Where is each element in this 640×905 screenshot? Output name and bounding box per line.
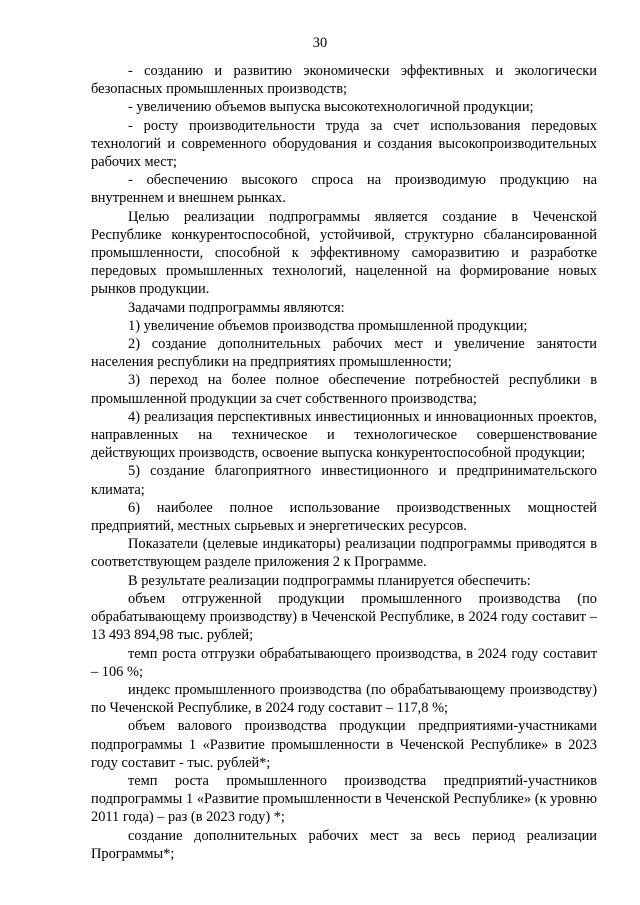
paragraph: Показатели (целевые индикаторы) реализации подпрограммы приводятся в соответствующем разделе приложения 2 к Программе. xyxy=(91,536,597,571)
paragraph: - обеспечению высокого спроса на производимую продукцию на внутреннем и внешнем рынках. xyxy=(91,172,597,207)
body-text xyxy=(91,62,597,863)
page-number: 30 xyxy=(312,35,328,51)
paragraph: объем валового производства продукции предприятиями-участниками подпрограммы 1 «Развитие промышленности в Чеченской Республике» в 2023 году составит - тыс. рублей*; xyxy=(91,718,597,771)
paragraph: создание дополнительных рабочих мест за весь период реализации Программы*; xyxy=(91,827,597,862)
paragraph: темп роста отгрузки обрабатывающего производства, в 2024 году составит – 106 %; xyxy=(91,645,597,680)
paragraph: - созданию и развитию экономически эффективных и экологически безопасных промышленных производств; xyxy=(91,63,597,98)
paragraph: темп роста промышленного производства предприятий-участников подпрограммы 1 «Развитие промышленности в Чеченской Республике» (к уровню 2011 года) – раз (в 2023 году) *; xyxy=(91,772,597,826)
paragraph: объем отгруженной продукции промышленного производства (по обрабатывающему производству) в Чеченской Республике, в 2024 году составит – 13 493 894,98 тыс. рублей; xyxy=(91,590,597,644)
paragraph: 3) переход на более полное обеспечение потребностей республики в промышленной продукции за счет собственного производства; xyxy=(91,372,597,407)
paragraph: индекс промышленного производства (по обрабатывающему производству) по Чеченской Республике, в 2024 году составит – 117,8 %; xyxy=(91,681,597,717)
paragraph: В результате реализации подпрограммы планируется обеспечить: xyxy=(128,572,531,589)
paragraph: 4) реализация перспективных инвестиционных и инновационных проектов, направленных на техническое и технологическое совершенствование действующих производств, освоение выпуска конкурентоспособной продукции; xyxy=(91,408,597,462)
paragraph: Целью реализации подпрограммы является создание в Чеченской Республике конкурентоспособной, устойчивой, структурно сбалансированной промышленности, способной к эффективному саморазвитию и разработке передовых промышленных технологий, нацеленной на формирование новых рынков продукции. xyxy=(91,208,597,298)
paragraph: 2) создание дополнительных рабочих мест и увеличение занятости населения республики на предприятиях промышленности; xyxy=(91,336,597,371)
paragraph: 6) наиболее полное использование производственных мощностей предприятий, местных сырьевых и энергетических ресурсов. xyxy=(91,499,597,535)
paragraph: 5) создание благоприятного инвестиционного и предпринимательского климата; xyxy=(91,463,597,498)
paragraph: - росту производительности труда за счет использования передовых технологий и современного оборудования и создания высокопроизводительных рабочих мест; xyxy=(91,117,597,171)
paragraph: Задачами подпрограммы являются: xyxy=(128,299,345,316)
paragraph: 1) увеличение объемов производства промышленной продукции; xyxy=(128,317,528,334)
paragraph: - увеличению объемов выпуска высокотехнологичной продукции; xyxy=(128,99,534,116)
